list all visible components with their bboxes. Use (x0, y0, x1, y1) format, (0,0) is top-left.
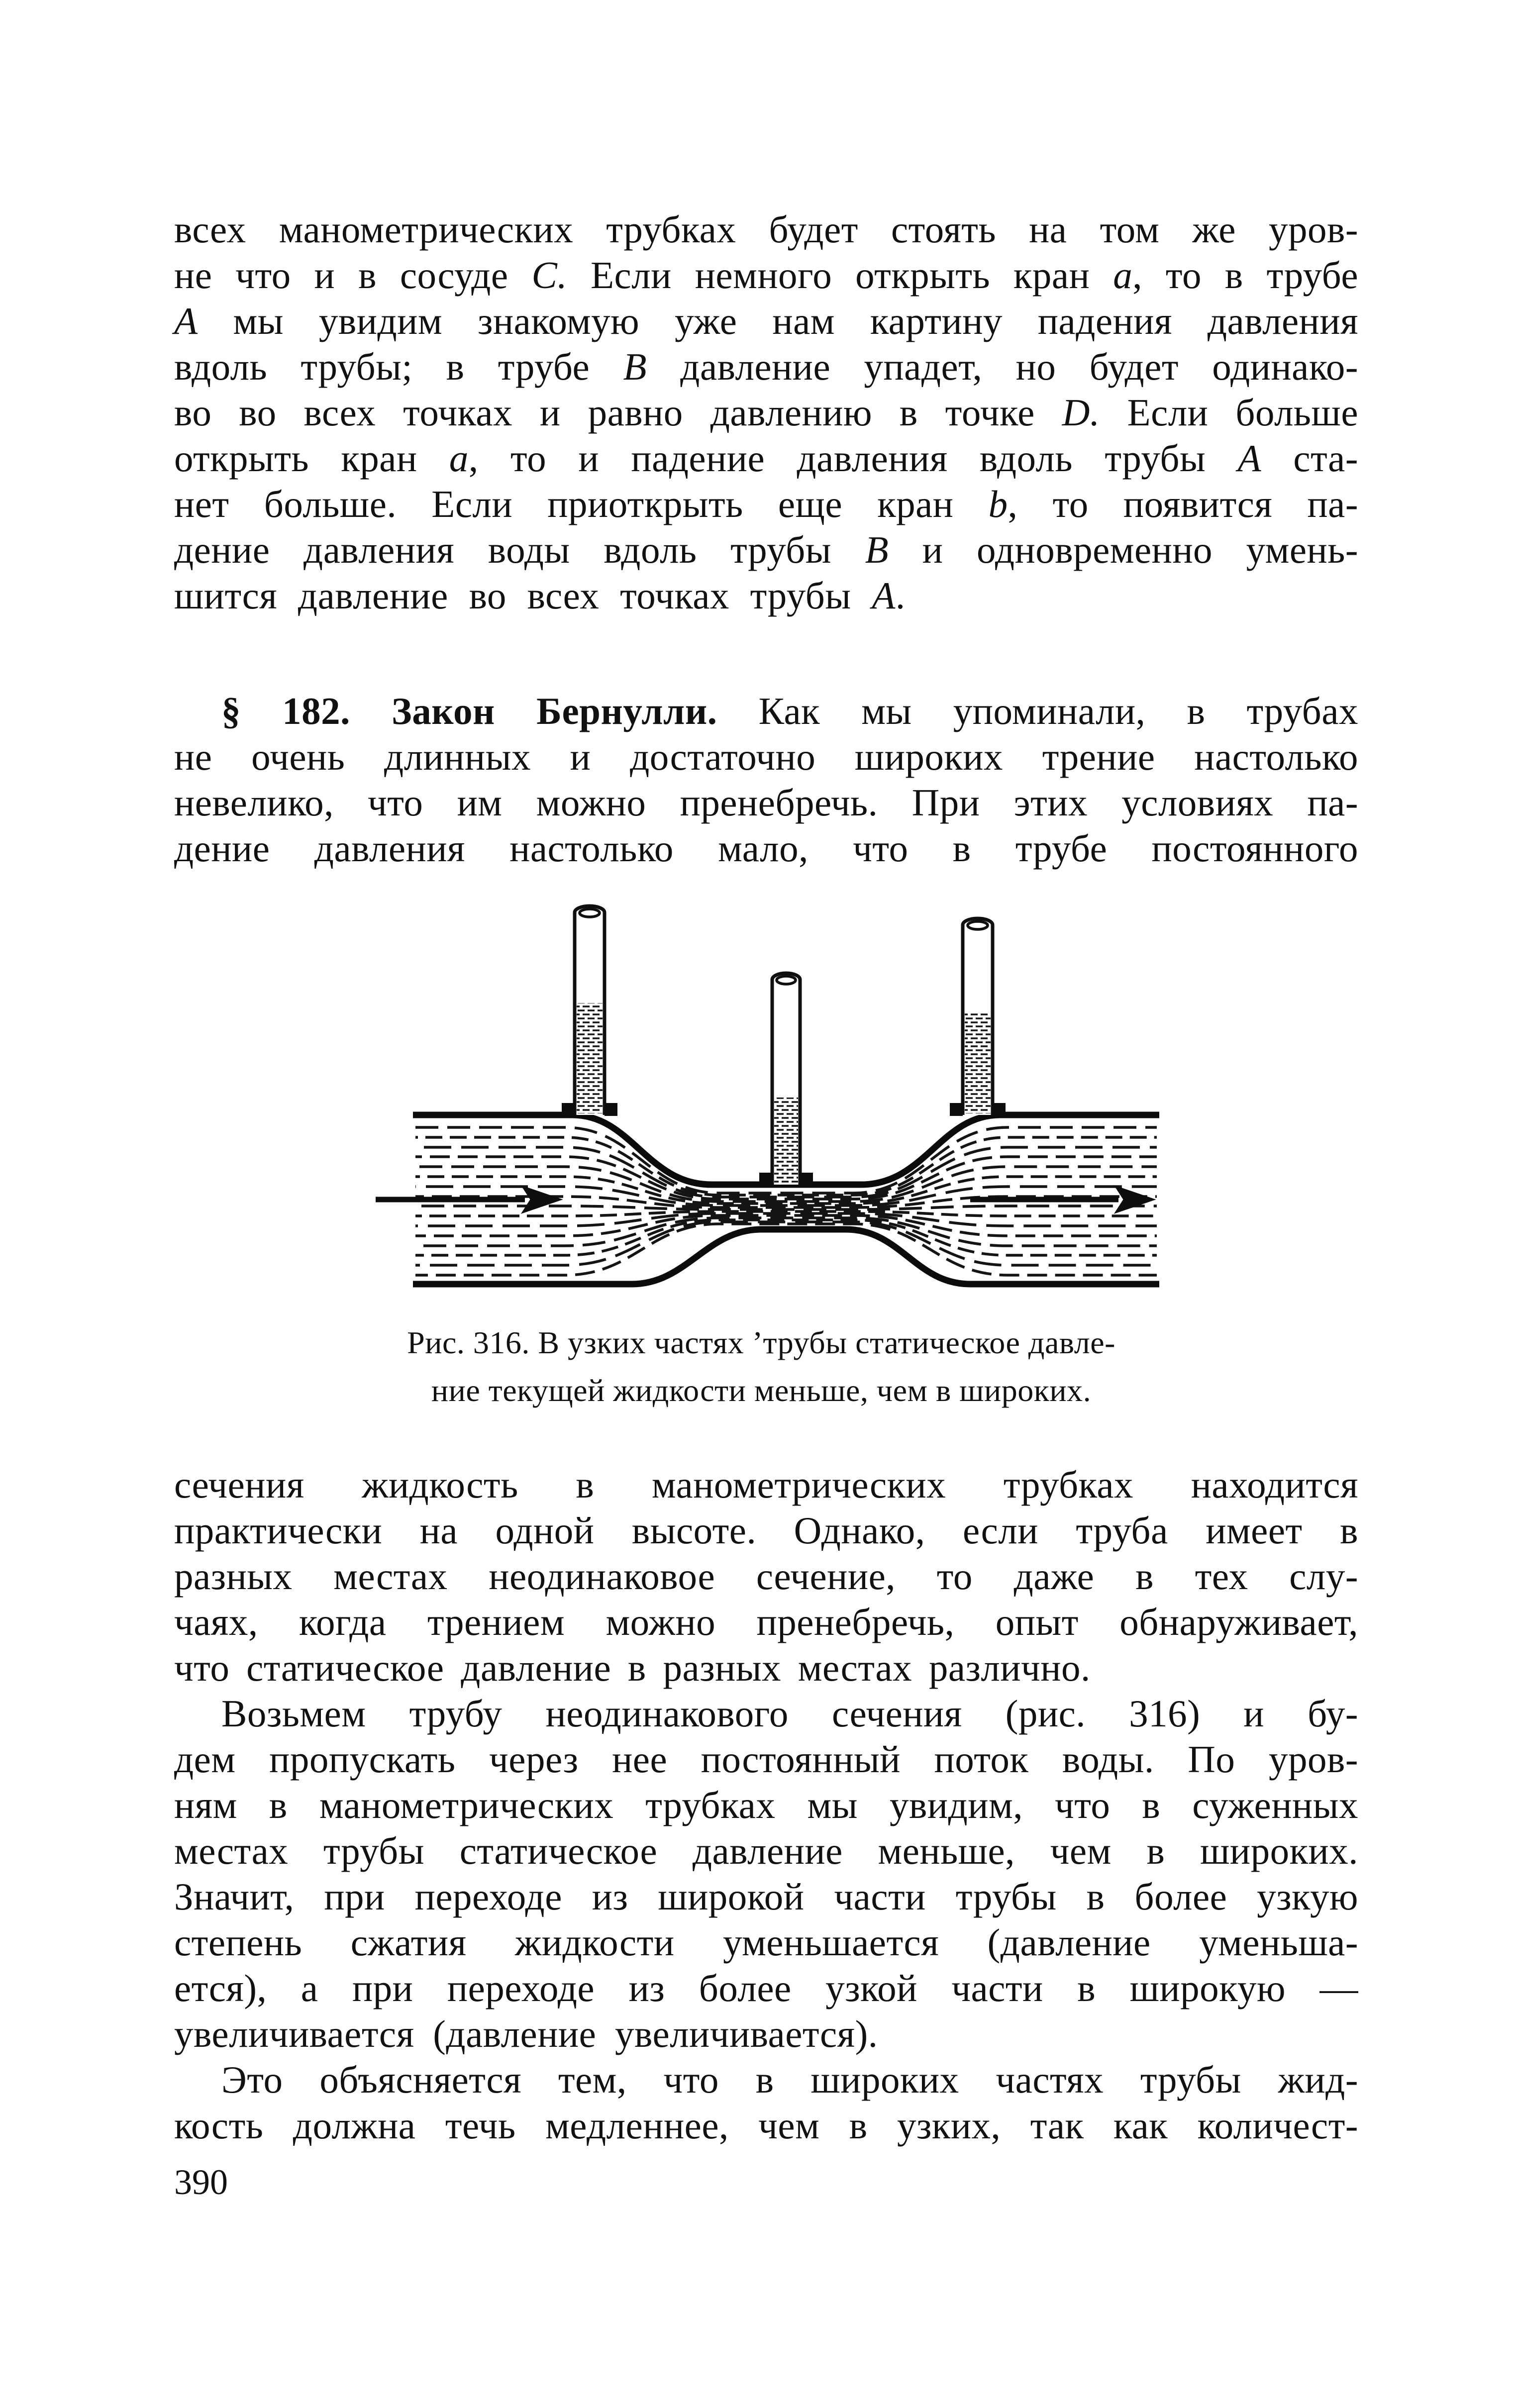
text-column (174, 0, 1358, 2202)
tube-flange (993, 1103, 1006, 1116)
text-segment: невелико, что им можно пренебречь. При этих условиях па- (174, 781, 1358, 824)
text-segment: B (865, 528, 889, 571)
text-segment: , то появится па- (1008, 483, 1358, 525)
text-segment: дение давления настолько мало, что в трубе постоянного (174, 827, 1358, 870)
text-segment: сечения жидкость в манометрических трубках находится (174, 1463, 1358, 1506)
venturi-pipe-diagram (368, 881, 1174, 1306)
tube-flange (950, 1103, 963, 1116)
text-segment: A (1237, 437, 1262, 480)
figure-caption-line: ние текущей жидкости меньше, чем в широких. (431, 1373, 1092, 1408)
text-segment: Это объясняется тем, что в широких частях трубы жид- (221, 2058, 1358, 2101)
paragraph-cross-section (174, 1462, 1358, 1691)
page-number: 390 (174, 2162, 228, 2202)
text-segment: A (872, 574, 896, 617)
text-segment: вдоль трубы; в трубе (174, 345, 623, 388)
tube-flange (562, 1103, 575, 1116)
paragraph-experiment (174, 1691, 1358, 2057)
text-line (174, 481, 1358, 527)
text-segment: открыть кран (174, 437, 449, 480)
tube-flange (759, 1173, 772, 1186)
text-line (174, 390, 1358, 435)
paragraph-pressure-drop (174, 206, 1358, 618)
paragraph-explanation (174, 2057, 1358, 2148)
text-segment: разных местах неодинаковое сечение, то даже в тех слу- (174, 1555, 1358, 1598)
text-line (174, 780, 1358, 825)
figure-caption-line: Рис. 316. В узких частях ’трубы статическое давле- (407, 1325, 1115, 1360)
tube-opening (580, 909, 600, 917)
manometer-tube-left (562, 906, 617, 1116)
text-segment: Возьмем трубу неодинакового сечения (рис. 316) и бу- (221, 1692, 1358, 1735)
water-column-high (965, 1013, 991, 1113)
text-segment: кость должна течь медленнее, чем в узких, так как количест- (174, 2104, 1358, 2147)
text-segment: a (449, 437, 469, 480)
text-line (174, 1462, 1358, 1507)
text-segment: . (895, 574, 906, 617)
text-segment: b (988, 483, 1008, 525)
manometer-tube-middle (759, 973, 813, 1186)
text-line (174, 1553, 1358, 1599)
text-segment: увеличивается (давление увеличивается). (174, 2012, 878, 2055)
water-column-low (774, 1098, 798, 1183)
text-block-bottom (174, 1462, 1358, 2148)
text-line (174, 1507, 1358, 1553)
tube-flange (800, 1173, 813, 1186)
text-segment: B (623, 345, 647, 388)
text-segment: D. (1062, 391, 1100, 434)
figure-caption (289, 1319, 1234, 1414)
tube-opening (968, 921, 988, 929)
page-footer (174, 2162, 1358, 2202)
text-segment: что статическое давление в разных местах различно. (174, 1646, 1091, 1689)
inflow-arrow-head (521, 1186, 562, 1213)
paragraph-section-182-bernoulli (174, 688, 1358, 871)
text-line (174, 1828, 1358, 1874)
text-segment: нет больше. Если приоткрыть еще кран (174, 483, 989, 525)
text-line (174, 825, 1358, 871)
text-line (174, 298, 1358, 344)
text-line (174, 1736, 1358, 1782)
section-heading-text: § 182. Закон Бернулли. (221, 690, 717, 732)
text-segment: , то и падение давления вдоль трубы (468, 437, 1238, 480)
text-segment: не что и в сосуде (174, 254, 532, 297)
text-segment: чаях, когда трением можно пренебречь, опыт обнаруживает, (174, 1601, 1358, 1643)
manometer-tube-right (950, 918, 1006, 1116)
text-line (174, 1691, 1358, 1736)
text-segment: всех манометрических трубках будет стоять на том же уров- (174, 208, 1358, 251)
text-segment: ста- (1261, 437, 1358, 480)
text-segment: A (174, 300, 198, 342)
text-segment: ется), а при переходе из более узкой части в широкую — (174, 1967, 1358, 2009)
text-segment: не очень длинных и достаточно широких трение настолько (174, 735, 1358, 778)
text-line (174, 2011, 1358, 2057)
outflow-arrow-head (1114, 1186, 1155, 1213)
text-segment: ням в манометрических трубках мы увидим, что в суженных (174, 1784, 1358, 1826)
text-segment: во во всех точках и равно давлению в точке (174, 391, 1062, 434)
text-segment: шится давление во всех точках трубы (174, 574, 872, 617)
text-line (174, 344, 1358, 390)
text-segment: степень сжатия жидкости уменьшается (давление уменьша- (174, 1921, 1358, 1964)
text-segment: дем пропускать через нее постоянный поток воды. По уров- (174, 1738, 1358, 1781)
text-segment: и одновременно умень- (889, 528, 1358, 571)
text-line (174, 1874, 1358, 1919)
text-segment: Если немного открыть кран (567, 254, 1113, 297)
text-line (174, 1965, 1358, 2011)
text-segment: a (1113, 254, 1133, 297)
text-line (174, 2103, 1358, 2148)
text-segment: Значит, при переходе из широкой части трубы в более узкую (174, 1875, 1358, 1918)
text-line (174, 435, 1358, 481)
pipe-flow-illustration (368, 881, 1174, 1304)
text-line (174, 252, 1358, 298)
text-segment: мы увидим знакомую уже нам картину падения давления (198, 300, 1358, 342)
text-line (174, 734, 1358, 780)
text-segment: местах трубы статическое давление меньше, чем в широких. (174, 1829, 1358, 1872)
tube-opening (777, 976, 796, 984)
text-line (174, 1782, 1358, 1828)
text-block-top (174, 0, 1358, 871)
text-line (174, 1645, 1358, 1691)
text-segment: практически на одной высоте. Однако, если труба имеет в (174, 1509, 1358, 1552)
text-line (174, 688, 1358, 734)
text-line (174, 2057, 1358, 2103)
water-column-high (577, 1003, 603, 1113)
text-line (174, 1919, 1358, 1965)
text-segment: давление упадет, но будет одинако- (647, 345, 1359, 388)
text-segment: , то в трубе (1132, 254, 1358, 297)
figure-316 (174, 881, 1358, 1414)
text-segment: Если больше (1100, 391, 1358, 434)
text-line (174, 206, 1358, 252)
text-segment: C. (531, 254, 568, 297)
text-line (174, 527, 1358, 573)
tube-flange (605, 1103, 617, 1116)
text-segment: Как мы упоминали, в трубах (717, 690, 1359, 732)
text-segment: дение давления воды вдоль трубы (174, 528, 865, 571)
text-line (174, 1599, 1358, 1645)
text-line (174, 573, 1358, 618)
